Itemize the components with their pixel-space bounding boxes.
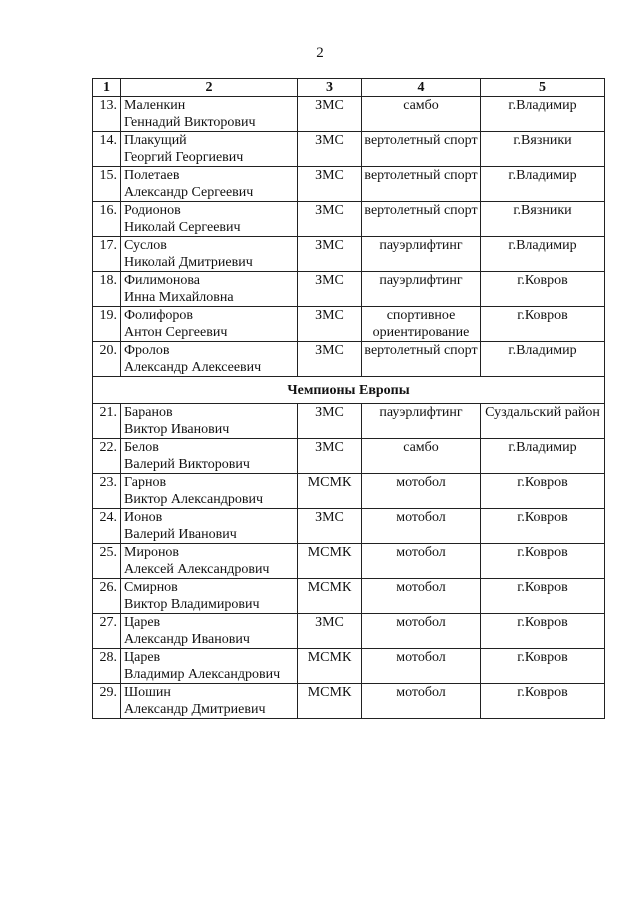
athlete-given-names: Александр Дмитриевич	[124, 702, 266, 717]
row-number: 27.	[93, 614, 121, 649]
sport-title: ЗМС	[298, 202, 362, 237]
sport-discipline: мотобол	[362, 474, 481, 509]
sport-discipline: пауэрлифтинг	[362, 272, 481, 307]
athlete-given-names: Виктор Владимирович	[124, 597, 260, 612]
athlete-name	[121, 342, 298, 377]
athlete-given-names: Виктор Александрович	[124, 492, 264, 507]
athlete-given-names: Виктор Иванович	[124, 422, 230, 437]
athlete-name	[121, 579, 298, 614]
sport-title: МСМК	[298, 579, 362, 614]
athlete-surname: Плакущий	[124, 133, 187, 148]
sport-title: ЗМС	[298, 404, 362, 439]
athlete-name	[121, 474, 298, 509]
athlete-name	[121, 97, 298, 132]
city: г.Ковров	[481, 307, 605, 342]
athlete-surname: Полетаев	[124, 168, 180, 183]
header-col-2: 2	[121, 79, 298, 97]
city: г.Ковров	[481, 684, 605, 719]
row-number: 23.	[93, 474, 121, 509]
row-number: 24.	[93, 509, 121, 544]
athlete-name	[121, 202, 298, 237]
table-row	[93, 544, 605, 579]
table-row	[93, 684, 605, 719]
table-row	[93, 474, 605, 509]
sport-discipline: спортивное ориентирование	[362, 307, 481, 342]
table-row	[93, 167, 605, 202]
sport-discipline: мотобол	[362, 614, 481, 649]
row-number: 15.	[93, 167, 121, 202]
sport-title: ЗМС	[298, 342, 362, 377]
table-row	[93, 649, 605, 684]
athlete-name	[121, 272, 298, 307]
athlete-surname: Смирнов	[124, 580, 178, 595]
row-number: 22.	[93, 439, 121, 474]
row-number: 13.	[93, 97, 121, 132]
sport-discipline: мотобол	[362, 509, 481, 544]
row-number: 28.	[93, 649, 121, 684]
city: г.Ковров	[481, 544, 605, 579]
athlete-given-names: Антон Сергеевич	[124, 325, 228, 340]
athlete-name	[121, 684, 298, 719]
athlete-name	[121, 649, 298, 684]
athlete-name	[121, 404, 298, 439]
sport-title: ЗМС	[298, 97, 362, 132]
page-number: 2	[316, 45, 324, 61]
sport-discipline: мотобол	[362, 649, 481, 684]
sport-discipline: мотобол	[362, 544, 481, 579]
header-col-3: 3	[298, 79, 362, 97]
table-row	[93, 509, 605, 544]
sport-title: ЗМС	[298, 167, 362, 202]
athlete-name	[121, 307, 298, 342]
athlete-surname: Белов	[124, 440, 159, 455]
athlete-given-names: Алексей Александрович	[124, 562, 270, 577]
sport-discipline: самбо	[362, 97, 481, 132]
athlete-given-names: Александр Иванович	[124, 632, 250, 647]
city: г.Владимир	[481, 97, 605, 132]
row-number: 14.	[93, 132, 121, 167]
athlete-name	[121, 614, 298, 649]
sport-title: МСМК	[298, 649, 362, 684]
header-col-4: 4	[362, 79, 481, 97]
row-number: 18.	[93, 272, 121, 307]
athlete-given-names: Александр Алексеевич	[124, 360, 262, 375]
sport-discipline: пауэрлифтинг	[362, 237, 481, 272]
athlete-surname: Суслов	[124, 238, 167, 253]
sport-title: МСМК	[298, 544, 362, 579]
section-title: Чемпионы Европы	[93, 377, 605, 404]
athlete-given-names: Валерий Викторович	[124, 457, 250, 472]
athlete-surname: Родионов	[124, 203, 181, 218]
athlete-surname: Баранов	[124, 405, 173, 420]
athlete-surname: Филимонова	[124, 273, 201, 288]
athlete-surname: Гарнов	[124, 475, 167, 490]
sport-title: ЗМС	[298, 132, 362, 167]
city: г.Ковров	[481, 509, 605, 544]
table-row	[93, 307, 605, 342]
athlete-given-names: Владимир Александрович	[124, 667, 281, 682]
sport-discipline: вертолетный спорт	[362, 202, 481, 237]
sport-discipline: вертолетный спорт	[362, 167, 481, 202]
table-row	[93, 439, 605, 474]
header-row	[93, 79, 605, 97]
athlete-name	[121, 237, 298, 272]
table-row	[93, 272, 605, 307]
athlete-given-names: Геннадий Викторович	[124, 115, 256, 130]
athlete-surname: Царев	[124, 615, 161, 630]
table-row	[93, 404, 605, 439]
sport-title: МСМК	[298, 474, 362, 509]
row-number: 16.	[93, 202, 121, 237]
city: Суздальский район	[481, 404, 605, 439]
row-number: 20.	[93, 342, 121, 377]
section-row	[93, 377, 605, 404]
sport-discipline: вертолетный спорт	[362, 342, 481, 377]
sport-title: МСМК	[298, 684, 362, 719]
table-row	[93, 237, 605, 272]
sport-discipline: мотобол	[362, 579, 481, 614]
table-row	[93, 97, 605, 132]
row-number: 21.	[93, 404, 121, 439]
athlete-name	[121, 439, 298, 474]
header-col-1: 1	[93, 79, 121, 97]
city: г.Владимир	[481, 342, 605, 377]
athlete-surname: Ионов	[124, 510, 163, 525]
row-number: 17.	[93, 237, 121, 272]
athlete-name	[121, 167, 298, 202]
athlete-surname: Миронов	[124, 545, 180, 560]
city: г.Ковров	[481, 579, 605, 614]
table-row	[93, 202, 605, 237]
sport-discipline: самбо	[362, 439, 481, 474]
sport-discipline: вертолетный спорт	[362, 132, 481, 167]
sport-title: ЗМС	[298, 237, 362, 272]
athlete-name	[121, 544, 298, 579]
athlete-surname: Маленкин	[124, 98, 186, 113]
athlete-given-names: Николай Сергеевич	[124, 220, 241, 235]
athlete-given-names: Николай Дмитриевич	[124, 255, 253, 270]
athlete-given-names: Инна Михайловна	[124, 290, 234, 305]
athlete-surname: Фолифоров	[124, 308, 194, 323]
sport-discipline: мотобол	[362, 684, 481, 719]
city: г.Ковров	[481, 474, 605, 509]
city: г.Владимир	[481, 237, 605, 272]
city: г.Владимир	[481, 167, 605, 202]
sport-discipline: пауэрлифтинг	[362, 404, 481, 439]
row-number: 26.	[93, 579, 121, 614]
athlete-name	[121, 132, 298, 167]
sport-title: ЗМС	[298, 307, 362, 342]
row-number: 29.	[93, 684, 121, 719]
athlete-given-names: Валерий Иванович	[124, 527, 237, 542]
city: г.Ковров	[481, 614, 605, 649]
athletes-table	[92, 78, 605, 719]
athlete-given-names: Александр Сергеевич	[124, 185, 254, 200]
row-number: 25.	[93, 544, 121, 579]
table-row	[93, 132, 605, 167]
city: г.Вязники	[481, 132, 605, 167]
row-number: 19.	[93, 307, 121, 342]
sport-title: ЗМС	[298, 509, 362, 544]
table-row	[93, 342, 605, 377]
city: г.Ковров	[481, 649, 605, 684]
sport-title: ЗМС	[298, 439, 362, 474]
sport-title: ЗМС	[298, 614, 362, 649]
city: г.Ковров	[481, 272, 605, 307]
header-col-5: 5	[481, 79, 605, 97]
athlete-surname: Фролов	[124, 343, 170, 358]
city: г.Вязники	[481, 202, 605, 237]
city: г.Владимир	[481, 439, 605, 474]
athlete-name	[121, 509, 298, 544]
athlete-surname: Царев	[124, 650, 161, 665]
athlete-given-names: Георгий Георгиевич	[124, 150, 244, 165]
table-row	[93, 614, 605, 649]
athlete-surname: Шошин	[124, 685, 171, 700]
sport-title: ЗМС	[298, 272, 362, 307]
table-row	[93, 579, 605, 614]
